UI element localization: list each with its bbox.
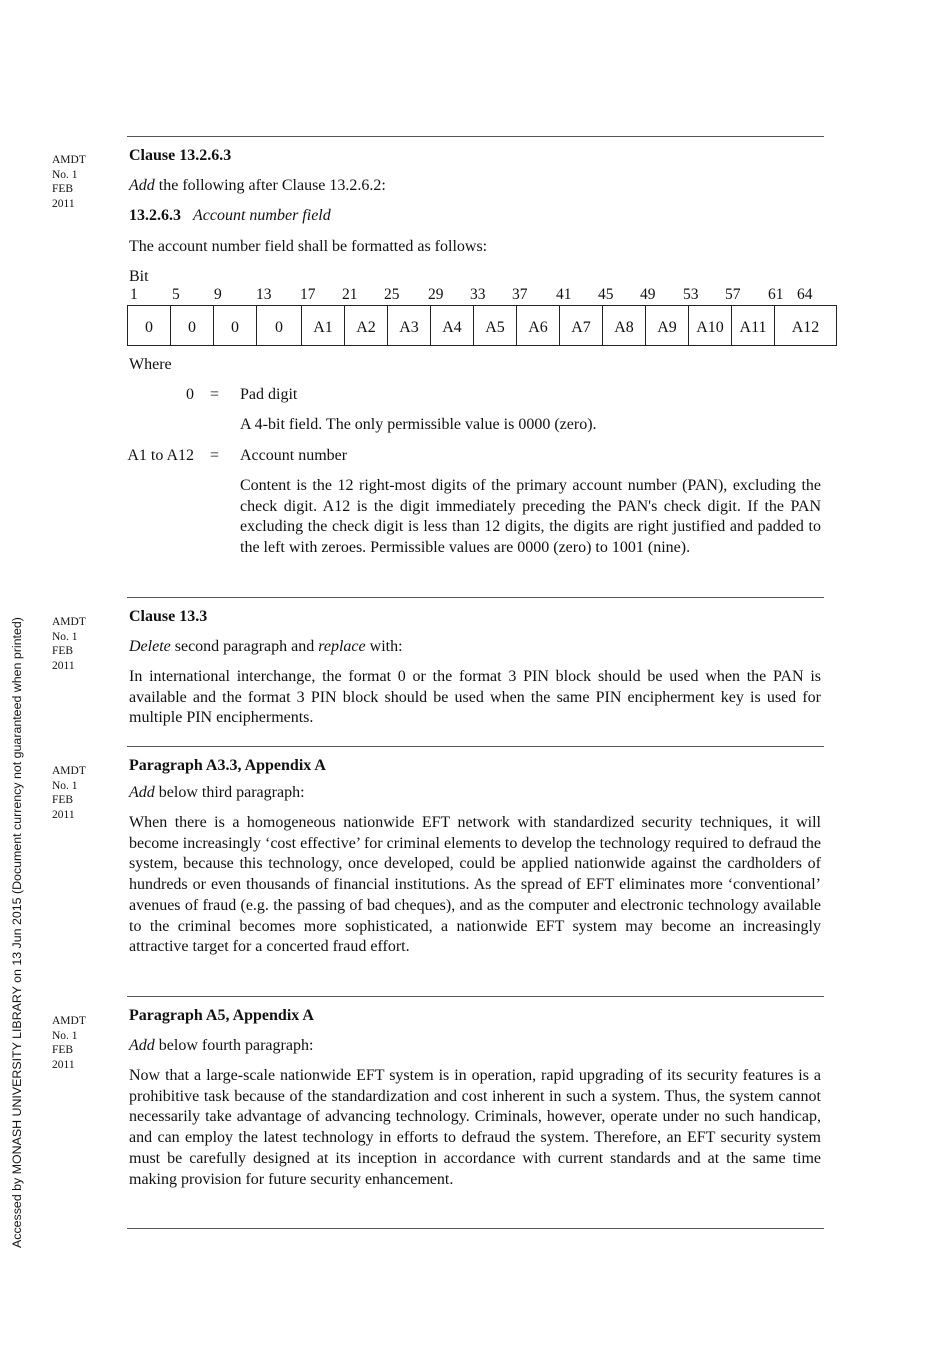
section-divider: [127, 1228, 824, 1229]
bit-position-label: 49: [640, 286, 656, 303]
bit-position-label: 64: [797, 286, 813, 303]
bit-position-label: 53: [683, 286, 699, 303]
clause-heading: Paragraph A5, Appendix A: [129, 1007, 314, 1024]
clause-heading: Paragraph A3.3, Appendix A: [129, 757, 326, 774]
field-cells: [128, 306, 837, 346]
field-cell: A7: [560, 306, 603, 346]
where-label: Where: [129, 356, 172, 373]
bit-position-label: 33: [470, 286, 486, 303]
amendment-tag: AMDT No. 1 FEB 2011: [52, 1015, 86, 1071]
field-cell: A12: [775, 306, 837, 346]
subclause-title: 13.2.6.3 Account number field: [129, 207, 331, 224]
format-intro: The account number field shall be formatted as follows:: [129, 238, 488, 255]
replacement-paragraph: In international interchange, the format 0 or the format 3 PIN block should be used when the PAN is available and the format 3 PIN block should be used when the same PIN encipherment key is used for multiple PIN encipherments.: [129, 668, 821, 727]
bit-position-label: 13: [256, 286, 272, 303]
definition-symbol: 0: [186, 386, 194, 403]
field-cell: A4: [431, 306, 474, 346]
field-cell: A3: [388, 306, 431, 346]
bit-position-label: 37: [512, 286, 528, 303]
instruction: Delete second paragraph and replace with:: [129, 638, 403, 655]
bit-position-label: 1: [130, 286, 138, 303]
bit-position-label: 17: [300, 286, 316, 303]
account-number-field-table: [127, 305, 837, 346]
field-cell: 0: [257, 306, 302, 346]
field-cell: A11: [732, 306, 775, 346]
section-divider: [127, 597, 824, 598]
bit-position-label: 29: [428, 286, 444, 303]
field-cell: A10: [689, 306, 732, 346]
field-cell: A9: [646, 306, 689, 346]
bit-position-label: 9: [214, 286, 222, 303]
field-cell: A8: [603, 306, 646, 346]
instruction: Add below third paragraph:: [129, 784, 305, 801]
field-cell: A2: [345, 306, 388, 346]
bit-position-label: 25: [384, 286, 400, 303]
definition-term: Account number: [240, 447, 348, 464]
equals-sign: =: [210, 386, 220, 403]
field-cell: 0: [214, 306, 257, 346]
field-cell: A5: [474, 306, 517, 346]
clause-heading: Clause 13.2.6.3: [129, 147, 232, 164]
section-divider: [127, 746, 824, 747]
definition-term: Pad digit: [240, 386, 298, 403]
field-cell: 0: [128, 306, 171, 346]
bit-position-label: 5: [172, 286, 180, 303]
added-paragraph: When there is a homogeneous nationwide EFT network with standardized security techniques, it will become increasingly ‘cost effective’ for criminal elements to develop the technology required to defraud the system, because this technology, once developed, could be applied nationwide against the cardholders of hundreds or even thousands of financial institutions. As the spread of EFT eliminates more ‘conventional’ avenues of fraud (e.g. the passing of bad cheques), and as the computer and electronic technology available to the criminal becomes more sophisticated, a nationwide EFT system may become an increasingly attractive target for a concerted fraud effort.: [129, 814, 821, 956]
bit-label: Bit: [129, 268, 149, 285]
definition-description: Content is the 12 right-most digits of the primary account number (PAN), excluding the check digit. A12 is the digit immediately preceding the PAN's check digit. If the PAN excluding the check digit is less than 12 digits, the digits are right justified and padded to the left with zeroes. Permissible values are 0000 (zero) to 1001 (nine).: [240, 477, 821, 557]
amendment-tag: AMDT No. 1 FEB 2011: [52, 765, 86, 821]
definition-description: A 4-bit field. The only permissible value is 0000 (zero).: [240, 416, 597, 433]
bit-position-label: 61: [768, 286, 784, 303]
access-watermark: Accessed by MONASH UNIVERSITY LIBRARY on 13 Jun 2015 (Document currency not guaranteed when printed): [10, 617, 24, 1248]
bit-position-label: 41: [556, 286, 572, 303]
equals-sign: =: [210, 447, 220, 464]
added-paragraph: Now that a large-scale nationwide EFT system is in operation, rapid upgrading of its security features is a prohibitive task because of the standardization and cost inherent in such a system. Thus, the system cannot necessarily take advantage of advancing technology. Criminals, however, operate under no such handicap, and can employ the latest technology in efforts to defraud the system. Therefore, an EFT security system must be carefully designed at its inception in accordance with current standards and at the same time making provision for future security enhancement.: [129, 1067, 821, 1188]
amendment-tag: AMDT No. 1 FEB 2011: [52, 154, 86, 210]
amendment-tag: AMDT No. 1 FEB 2011: [52, 616, 86, 672]
section-divider: [127, 996, 824, 997]
instruction: Add the following after Clause 13.2.6.2:: [129, 177, 386, 194]
bit-position-label: 45: [598, 286, 614, 303]
definition-symbol: A1 to A12: [127, 447, 194, 464]
section-divider: [127, 136, 824, 137]
bit-position-label: 57: [725, 286, 741, 303]
field-cell: A1: [302, 306, 345, 346]
field-cell: 0: [171, 306, 214, 346]
instruction: Add below fourth paragraph:: [129, 1037, 314, 1054]
bit-position-label: 21: [342, 286, 358, 303]
field-cell: A6: [517, 306, 560, 346]
clause-heading: Clause 13.3: [129, 608, 208, 625]
